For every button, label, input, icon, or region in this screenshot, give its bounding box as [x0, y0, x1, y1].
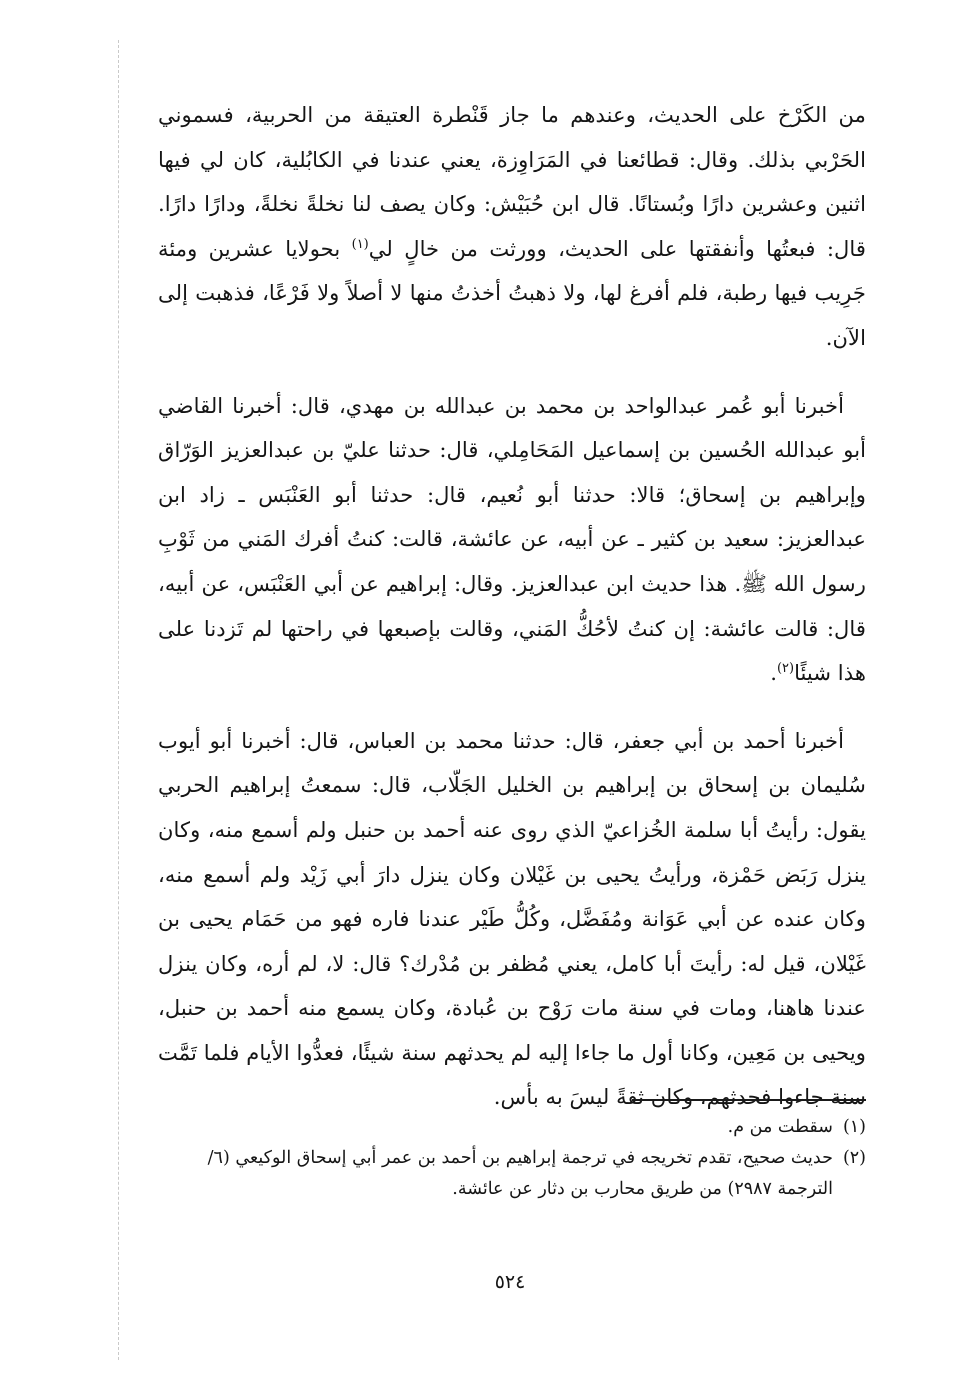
- paragraph-3-text: أخبرنا أحمد بن أبي جعفر، قال: حدثنا محمد بن العباس، قال: أخبرنا أبو أيوب سُليمان بن إسحاق بن إبراهيم بن الخليل الجَلّاب، قال: سمعتُ إبراهيم الحربي يقول: رأيتُ أبا سلمة الخُزاعيّ الذي روى عنه أحمد بن حنبل ولم أسمع منه، وكان ينزل رَبَض حَمْزة، ورأيتُ يحيى بن غَيْلان وكان ينزل دارَ أبي زَيْد ولم أسمع منه، وكان عنده عن أبي عَوَانة ومُفَضَّل، وكُلُّ طَيْر عندنا فاره فهو من حَمَام يحيى بن غَيْلان، قيل له: رأيتَ أبا كامل، يعني مُظفر بن مُدْرك؟ قال: لا، لم أره، وكان ينزل عندنا هاهنا، ومات في سنة مات رَوْح بن عُبادة، وكان يسمع منه أحمد بن حنبل، ويحيى بن مَعِين، وكانا أول ما جاءا إليه لم يحدثهم سنة شيئًا، فعدُّوا الأيام فلما تَمَّت سنة جاءوا فحدثهم، وكان ثقةً ليسَ به بأس.: [158, 727, 866, 1110]
- footnote-ref-1: (١): [351, 236, 369, 252]
- footnote-2: [158, 1143, 866, 1205]
- main-text: [158, 93, 866, 1143]
- footnote-1-text: سقطت من م.: [727, 1117, 833, 1137]
- paragraph-2-tail: .: [770, 660, 777, 686]
- paragraph-2: [158, 384, 866, 696]
- footnote-ref-2: (٢): [776, 661, 795, 677]
- footnotes: [158, 1112, 866, 1205]
- scan-margin-line: [118, 40, 119, 1360]
- paragraph-2-text: أخبرنا أبو عُمر عبدالواحد بن محمد بن عبدالله بن مهدي، قال: أخبرنا القاضي أبو عبدالله الحُسين بن إسماعيل المَحَامِلي، قال: حدثنا عليّ بن عبدالعزيز الوَرّاق وإبراهيم بن إسحاق؛ قالا: حدثنا أبو نُعيم، قال: حدثنا أبو العَنْبَس ـ زاد ابن عبدالعزيز: سعيد بن كثير ـ عن أبيه، عن عائشة، قالت: كنتُ أفرك المَني من ثَوْبِ رسول الله ﷺ. هذا حديث ابن عبدالعزيز. وقال: إبراهيم عن أبي العَنْبَس، عن أبيه، قال: قالت عائشة: إن كنتُ لأحُكُّ المَني، وقالت بإصبعها في راحتها لم تَزدنا على هذا شيئًا: [158, 392, 866, 686]
- footnote-2-text: حديث صحيح، تقدم تخريجه في ترجمة إبراهيم بن أحمد بن عمر أبي إسحاق الوكيعي (٦/ الترجمة ٢٩٨٧) من طريق محارب بن دثار عن عائشة.: [207, 1148, 833, 1199]
- paragraph-1-tail: بحولايا عشرين ومئة جَرِيب فيها رطبة، فلم أفرغ لها، ولا ذهبتُ أخذتُ منها لا أصلاً ولا فَرْعًا، فذهبت إلى الآن.: [158, 235, 866, 350]
- footnote-2-number: (٢): [842, 1148, 866, 1168]
- paragraph-3: [158, 719, 866, 1120]
- footnote-separator: [632, 1099, 866, 1101]
- paragraph-1: [158, 93, 866, 361]
- footnote-1: [158, 1112, 866, 1143]
- page-number: ٥٢٤: [494, 1271, 526, 1293]
- paragraph-1-text: من الكَرْخ على الحديث، وعندهم ما جاز قَنْطرة العتيقة من الحربية، فسموني الحَرْبي بذلك. وقال: قطائعنا في المَرَاوِزة، يعني عندنا في الكابُلية، كان لي فيها اثنين وعشرين دارًا وبُستانًا. قال ابن حُبَيْش: وكان يصف لنا نخلةً نخلةً، ودارًا دارًا. قال: فبعتُها وأنفقتها على الحديث، وورثت من خالٍ لي: [158, 102, 866, 261]
- footnote-1-number: (١): [842, 1117, 866, 1137]
